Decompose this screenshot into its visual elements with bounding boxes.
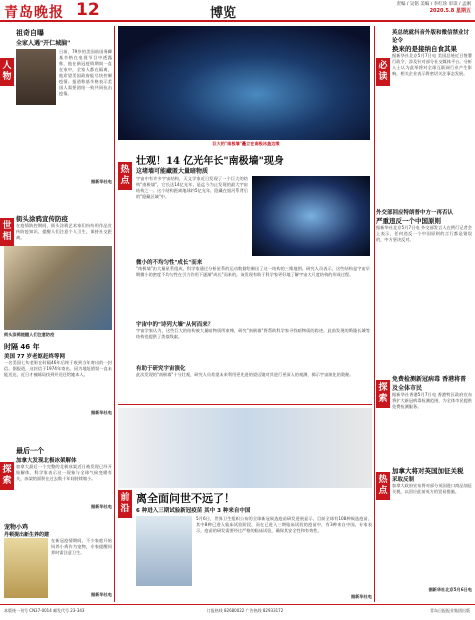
article-subtitle: 换来的是接纳自食其果 xyxy=(392,45,457,53)
article-body: 加拿大最后一个完整的北极冰架近日被发现已经开始解体，科学家表示这一现象与全球气候变暖有关，冰架的面积在过去数十年间持续缩小。 xyxy=(16,464,112,481)
article-title: 宠物小鸡 xyxy=(4,524,29,531)
photo-caption: 巨大的"南极墙"矗立在南极冰盖边缘 xyxy=(212,141,280,146)
column-divider xyxy=(114,26,115,602)
article-credit: 据新华社电 xyxy=(351,594,372,599)
article-body: "南极墙"由大量星系组成，科学家通过分析星系的运动数据绘制出了这一结构的三维地图。研究人员表示，这些结构是宇宙早期微小的密度不均匀性在引力作用下逐渐"成长"而来的。该发现有助于科学家更好地了解宇宙大尺度结构的形成过程。 xyxy=(136,266,370,277)
subhead-3: 有助于研究宇宙演化 xyxy=(136,366,186,372)
footer-center: 订报热线 82680022 广告热线 82933172 xyxy=(206,608,284,613)
subhead-1: 微小的不均匀性"成长"而来 xyxy=(136,260,203,266)
subhead-2: 宇宙中的"诗列大墙"从何而来？ xyxy=(136,322,214,328)
chick-photo xyxy=(4,538,48,598)
article-chicks xyxy=(4,522,112,598)
article-title: 最后一个 xyxy=(16,447,44,455)
tag-world: 世相 xyxy=(0,218,14,246)
main-headline: 壮观！14 亿光年长"南极墙"现身 xyxy=(136,156,284,167)
article-body: 此次发现的"南极墙"十分壮观，研究人员希望未来利用更先进的望远镜对其进行更深入的观测，揭示宇宙演化的奥秘。 xyxy=(136,372,354,377)
tag-hot-2: 热点 xyxy=(376,472,390,500)
article-credit: 据新华社电 xyxy=(91,410,112,415)
article-body: 据新华社北京5月7日电 外交部发言人在例行记者会上表示，任何违反一个中国原则的言行都是错误的，中方坚决反对。 xyxy=(376,225,472,242)
article-title: 外交部回应特朗普中方一再否认 xyxy=(376,210,454,216)
graffiti-photo xyxy=(4,246,112,330)
article-credit: 据新华社北京5月6日电 xyxy=(428,587,472,592)
article-body: 日前，79岁的美国前国务卿基辛格在电视节目中透露称，他在新冠疫情期间一直在家中，全家人都在隔离，他希望美国政府能尽快控制疫情。报道称基辛格表示美国人需要团结一致共同抗击疫情。 xyxy=(59,49,112,96)
newspaper-logo: 青岛晚报 xyxy=(4,5,64,21)
article-body: 在疫情防控期间，街头涂鸦艺术家们纷纷用作品宣传防疫知识，提醒人们注意个人卫生，保持社交距离。 xyxy=(16,223,112,240)
tag-hot: 热点 xyxy=(118,162,132,190)
article-subtitle: 严重违反一个中国原则 xyxy=(376,217,441,225)
article-body: 宇宙中有许多宇宙结构，天文学家近日发现了一个巨大的结构"南极墙"，它长达14亿光年，是迄今为止发现的最大宇宙结构之一。这个结构距离地球约5亿光年，隐藏在银河系背后的"隐藏区域"中。 xyxy=(136,176,248,199)
footer-left: 本版统一刊号 CN37-0014 邮发代号 23-343 xyxy=(4,608,85,613)
section-title: 博览 xyxy=(210,6,237,21)
article-body: 在新冠疫情期间，不少家庭开始饲养小鸡作为宠物，专家提醒饲养时需注意卫生。 xyxy=(51,538,112,555)
masthead xyxy=(0,0,475,22)
article-kissinger xyxy=(16,28,112,185)
editor-line: 责编 / 吴铭 美编 / 李红珍 审读 / 孟刚 xyxy=(396,2,471,7)
vaccine-headline: 离全面问世不远了！ xyxy=(136,492,235,505)
column-divider xyxy=(374,26,375,602)
article-body: 5月6日，世界卫生组织公布的全球新冠候选疫苗研发进展显示，目前全球有108种候选疫苗，其中8种已进入临床试验阶段，而在已进入三期临床试验的疫苗中，有3种来自中国。专家表示，疫苗的研发需要经过严格的临床试验，确保其安全性和有效性。 xyxy=(196,516,372,533)
article-letter xyxy=(4,342,112,416)
article-credit: 据新华社电 xyxy=(91,592,112,597)
photo-caption: 街头涂鸦提醒人们注意防疫 xyxy=(4,332,55,337)
article-body: 据新华社北京5月7日电 美国总统近日签署行政令，涉及针对部分社交媒体平台。分析人士认为此举将对全球互联网行业产生影响，相关企业表示将密切关注事态发展。 xyxy=(392,53,472,76)
article-canada-tariff xyxy=(392,466,472,593)
page-footer xyxy=(0,604,475,620)
article-title: 街头涂鸦宣传防疫 xyxy=(16,215,68,223)
article-credit: 据新华社电 xyxy=(91,179,112,184)
article-title: 时隔 46 年 xyxy=(4,343,40,351)
article-subtitle: 采取反制 xyxy=(392,477,415,483)
article-body: 加拿大政府宣布将对部分英国进口商品加征关税，以回应此前英方的贸易措施。 xyxy=(392,483,472,494)
tag-explore-2: 探索 xyxy=(376,380,390,408)
article-ice-shelf xyxy=(16,446,112,510)
vaccine-lab-image xyxy=(118,408,372,488)
header-info xyxy=(397,2,472,14)
vaccine-photo xyxy=(136,516,192,586)
tag-people: 人物 xyxy=(0,58,14,86)
article-title: 英总统就抖音外版和微信禁业讨论令 xyxy=(392,30,470,44)
article-body: 宇宙学家认为，这些巨大的结构被大量暗物质所束缚，研究"南极墙"将帮助科学家寻找暗物质的踪迹。此前发现的斯隆长城等结构也提供了类似线索。 xyxy=(136,328,370,339)
galaxy-map-image xyxy=(252,176,370,256)
article-subtitle: 加拿大发现北极冰架解体 xyxy=(16,458,77,464)
tag-must-read: 必读 xyxy=(376,58,390,86)
article-hk-testing xyxy=(392,374,472,452)
article-mfa xyxy=(376,208,472,377)
footer-right: 青岛日报报业集团出版 xyxy=(430,608,470,613)
portrait-photo xyxy=(16,49,56,105)
article-subtitle: 全家人遇"开仁城脑" xyxy=(16,40,71,47)
main-deck: 这堵墙可能藏匿大量暗物质 xyxy=(136,168,209,175)
issue-date: 2020.5.8 星期五 xyxy=(429,8,471,14)
article-tiktok xyxy=(392,28,472,215)
article-title: 免费检测新冠病毒 香港将普及全体市民 xyxy=(392,376,467,392)
article-body: 一名美国七旬老妪在时隔46年后终于收到当年寄出的一封信。据报道，这封信于1974年寄出，因为地址错误一直未能送达，近日才被邮局找到并送还给她本人。 xyxy=(4,360,112,377)
article-title: 加拿大将对英国加征关税 xyxy=(392,467,464,475)
section-divider xyxy=(118,404,372,405)
article-body: 据新华社香港5月7日电 香港特区政府宣布将扩大新冠病毒检测范围，为全体市民提供免费检测服务。 xyxy=(392,392,472,409)
cosmic-wall-image xyxy=(118,26,370,140)
article-subtitle: 美国 77 岁老妪赶终等网 xyxy=(4,354,65,360)
article-graffiti xyxy=(16,214,112,249)
article-title: 祖奇自曝 xyxy=(16,29,44,37)
vaccine-deck: 6 种进入三期试验新冠疫苗 其中 3 种来自中国 xyxy=(136,508,251,514)
article-credit: 据新华社电 xyxy=(91,504,112,509)
tag-explore: 探索 xyxy=(0,462,14,490)
article-subtitle: 丹顿提出新生养的建 xyxy=(4,532,50,538)
tag-news: 前沿 xyxy=(118,490,132,518)
page-number: 12 xyxy=(76,0,100,20)
